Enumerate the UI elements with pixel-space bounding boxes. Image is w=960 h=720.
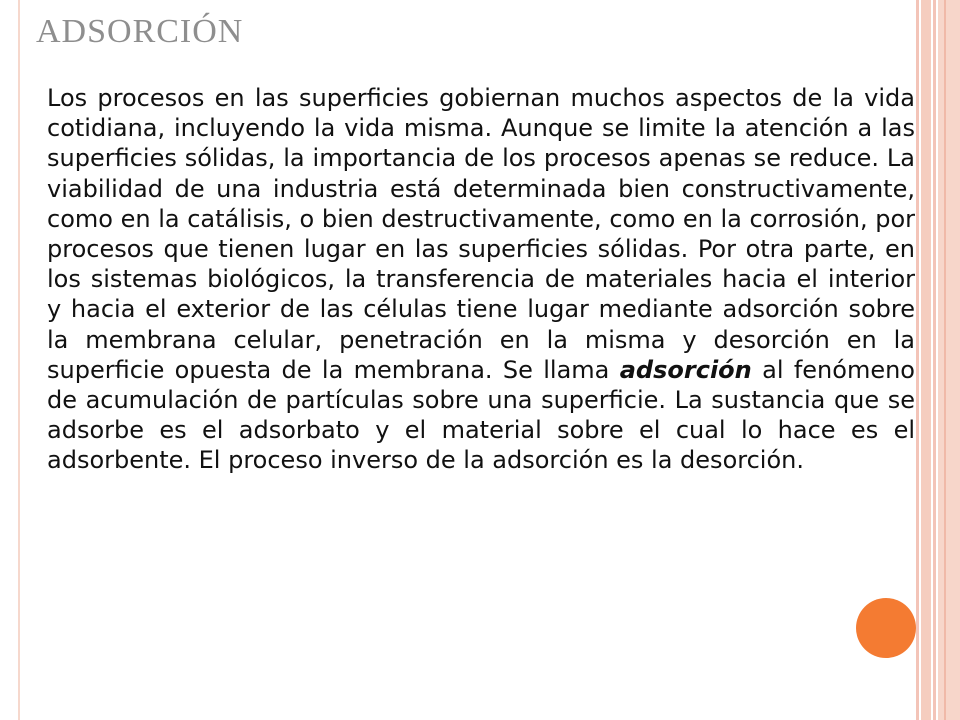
decorative-stripe (938, 0, 960, 720)
orange-circle-decoration (856, 598, 916, 658)
decorative-stripe (933, 0, 936, 720)
paragraph-text-before: Los procesos en las superficies gobiernan muchos aspectos de la vida cotidiana, incluyendo la vida misma. Aunque se limite la atención a las superficies sólidas, la importancia de los procesos apenas se reduce. La viabilidad de una industria está determinada bien constructivamente, como en la catálisis, o bien destructivamente, como en la corrosión, por procesos que tienen lugar en las superficies sólidas. Por otra parte, en los sistemas biológicos, la transferencia de materiales hacia el interior y hacia el exterior de las células tiene lugar mediante adsorción sobre la membrana celular, penetración en la misma y desorción en la superficie opuesta de la membrana. Se llama (47, 84, 915, 384)
paragraph-text-after: al fenómeno de acumulación de partículas sobre una superficie. La sustancia que se adsorbe es el adsorbato y el material sobre el cual lo hace es el adsorbente. El proceso inverso de la adsorción es la desorción. (47, 355, 915, 475)
body-paragraph (47, 83, 915, 476)
highlighted-term: adsorción (619, 355, 752, 384)
decorative-stripe (921, 0, 931, 720)
decorative-stripe (944, 0, 946, 720)
decorative-stripe (916, 0, 919, 720)
left-border-line (18, 0, 20, 720)
slide-title: ADSORCIÓN (36, 13, 244, 50)
